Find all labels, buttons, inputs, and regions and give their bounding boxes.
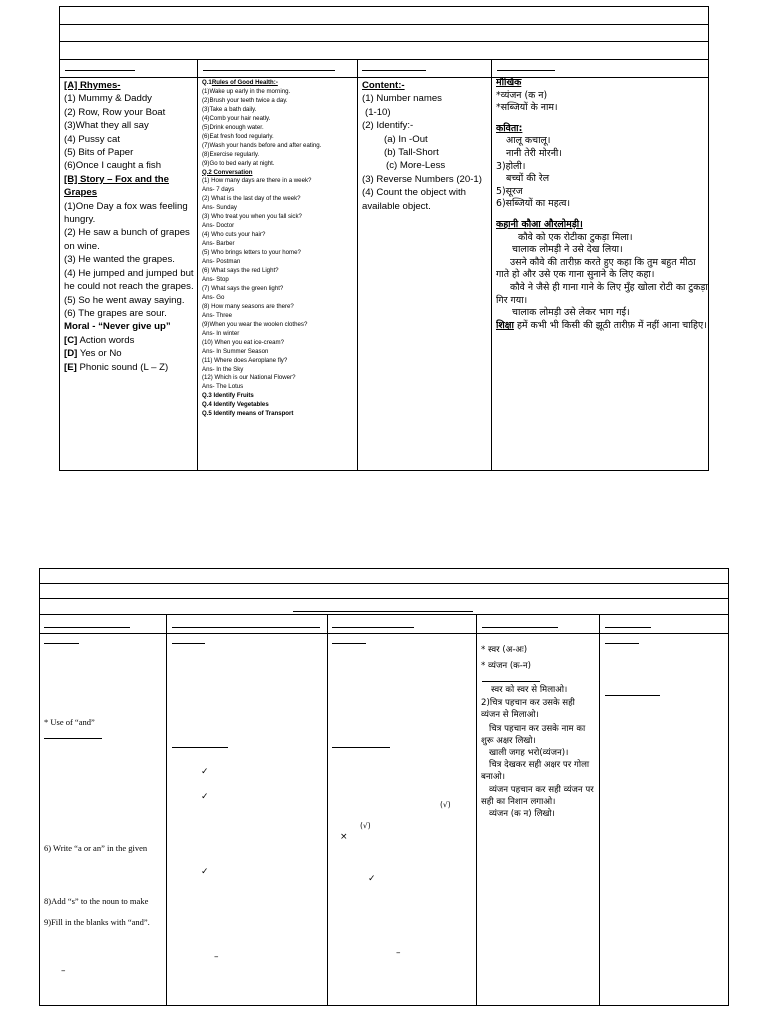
dash-mark: – [61,966,66,976]
blank-line [605,643,639,644]
list-item: (a) In -Out [384,133,428,145]
moral-label: शिक्षा [496,319,514,331]
health-column [202,79,356,469]
list-item: 5)सूरज [496,185,523,197]
blank-line [362,70,426,71]
blank-line [44,627,130,628]
list-item: बच्चों की रेल [506,173,550,185]
list-item: 6)सब्जियों का महत्व। [496,198,570,210]
tick-mark: (√) [440,800,451,809]
blank-line [65,70,135,71]
table-row-divider [59,24,709,25]
item-label: [D] [64,348,78,360]
list-item: (1)Wake up early in the morning. [202,87,291,95]
list-item: (6)Eat fresh food regularly. [202,132,274,140]
list-item: (c) More-Less [386,160,446,172]
check-mark: ✓ [368,874,376,884]
list-item: (1)One Day a fox was feeling hungry. [64,200,188,226]
question-title: Rules of Good Health:- [211,79,278,86]
list-item: (10) When you eat ice-cream? [202,338,284,346]
list-item: Ans- The Lotus [202,383,244,391]
list-item: *सब्जियों के नाम। [496,102,558,114]
story-moral: Moral - “Never give up” [64,321,171,333]
table-row-divider [39,583,729,584]
list-item [64,334,195,347]
list-item [64,347,195,360]
list-item: Ans- In the Sky [202,365,244,373]
q2-heading: Q.2 Conversation [202,168,253,176]
rhymes-column [64,79,195,469]
content-heading: Content:- [362,80,405,91]
table-row-divider [39,633,729,634]
table-column-divider [599,614,600,1006]
list-item: (3) Who treat you when you fall sick? [202,213,302,221]
check-mark: ✓ [201,867,209,877]
q3-heading: Q.3 Identify Fruits [202,392,254,400]
list-item: Ans- Doctor [202,222,235,230]
list-item: (9)Go to bed early at night. [202,159,275,167]
blank-line [172,627,320,628]
list-item: Ans- In Summer Season [202,347,269,355]
blank-line [332,643,366,644]
list-item: Ans- Stop [202,275,229,283]
table-column-divider [476,614,477,1006]
table-column-divider [491,59,492,471]
q4-heading: Q.4 Identify Vegetables [202,401,269,409]
list-item: (1) Number names [362,93,442,105]
story-heading: कहानी कौआ औरलोमड़ी। [496,218,583,230]
blank-line [497,70,555,71]
hindi-exercise: चित्र पहचान कर उसके नाम का शुरू अक्षर लिखो। [481,724,586,746]
dash-mark: – [396,948,401,958]
list-item: (5) Bits of Paper [64,147,134,159]
list-item: (11) Where does Aeroplane fly? [202,356,288,364]
list-item: (2) He saw a bunch of grapes on wine. [64,227,190,252]
list-item: (1) How many days are there in a week? [202,177,312,185]
list-item: (2) Identify:- [362,120,414,132]
list-item: (3) He wanted the grapes. [64,254,175,266]
blank-line [44,738,102,739]
maths-column [362,79,490,469]
list-item: कौवे ने जैसे ही गाना गाने के लिए मुँह खोला रोटी का टुकड़ा गिर गया। [496,281,708,306]
list-item: (8)Exercise regularly. [202,150,260,158]
blank-line [482,681,540,682]
list-item [64,361,195,374]
list-item: (1) Mummy & Daddy [64,93,152,105]
list-item: Ans- Three [202,311,233,319]
list-item: Ans- Sunday [202,204,237,212]
tick-mark: (√) [360,821,371,830]
item-text: Action words [77,334,135,346]
list-item: (9)When you wear the woolen clothes? [202,320,308,328]
list-item: 3)होली। [496,160,526,172]
list-item: (6) The grapes are sour. [64,307,167,319]
list-item: (8) How many seasons are there? [202,302,294,310]
item-text: Phonic sound (L – Z) [76,361,169,373]
list-item: (2) What is the last day of the week? [202,195,301,203]
list-item: (3)What they all say [64,120,149,132]
list-item: नानी तेरी मोरनी। [506,147,562,159]
blank-line [172,643,205,644]
list-item: (2) Row, Row your Boat [64,106,166,118]
hindi-exercise: खाली जगह भरो(व्यंजन)। [489,748,569,758]
table-row-divider [39,598,729,599]
blank-line [605,695,660,696]
table-column-divider [197,59,198,471]
story-heading: [B] Story – Fox and the Grapes [64,173,170,199]
table-row-divider [59,41,709,42]
list-item: (4) Pussy cat [64,133,120,145]
english-exercise: 9)Fill in the blanks with “and”. [44,917,150,927]
list-item: चालाक लोमड़ी ने उसे देख लिया। [512,244,623,256]
list-item: आलू कचालू। [506,135,551,147]
check-mark: ✓ [201,767,209,777]
list-item: (5)Drink enough water. [202,123,264,131]
hindi-exercise: व्यंजन पहचान कर सही व्यंजन पर सही का निशान लगाओ। [481,785,594,807]
blank-line [332,747,390,748]
hindi-exercise: चित्र देखकर सही अक्षर पर गोला बनाओ। [481,760,590,782]
cross-mark: × [340,832,348,842]
english-exercise: 6) Write “a or an” in the given [44,843,148,853]
item-label: [C] [64,334,78,346]
table-row-divider [39,614,729,615]
blank-line [482,627,558,628]
list-item: (12) Which is our National Flower? [202,374,296,382]
blank-line [203,70,335,71]
hindi-topic: * व्यंजन (क-न) [481,661,532,671]
blank-line [44,643,79,644]
question-number: Q.1 [202,79,212,86]
table-row-divider [59,59,709,60]
hindi-exercise: स्वर को स्वर से मिलाओ। [491,685,568,695]
item-label: [E] [64,361,77,373]
english-topic: * Use of “and” [44,717,95,727]
blank-line [172,747,228,748]
table-column-divider [166,614,167,1006]
list-item: (5) Who brings letters to your home? [202,249,301,257]
list-item: Ans- 7 days [202,186,235,194]
list-item: (7)Wash your hands before and after eating. [202,141,322,149]
blank-line [293,611,473,612]
check-mark: ✓ [201,792,209,802]
list-item: (3) Reverse Numbers (20-1) [362,173,482,185]
hindi-exercise: व्यंजन (क न) लिखो। [489,809,555,819]
list-item: Ans- In winter [202,329,240,337]
blank-line [605,627,651,628]
list-item: (7) What says the green light? [202,284,284,292]
list-item: उसने कौवे की तारीफ़ करते हुए कहा कि तुम बहुत मीठा गाते हो और उसे एक गाना सुनाने के लिए कहा। [496,256,696,281]
blank-line [332,627,414,628]
hindi-exercise: 2)चित्र पहचान कर उसके सही व्यंजन से मिलाओ। [481,698,575,720]
english-exercise: 8)Add “s” to the noun to make [44,896,149,906]
poem-heading: कविता: [496,122,523,134]
list-item: (4) Count the object with available object. [362,187,466,212]
story-moral [496,320,708,333]
list-item: (4) He jumped and jumped but he could not reach the grapes. [64,267,194,293]
list-item: (4)Comb your hair neatly. [202,114,271,122]
list-item: कौवे को एक रोटीका टुकड़ा मिला। [518,231,633,243]
list-item: (3)Take a bath daily. [202,105,257,113]
list-item: (4) Who cuts your hair? [202,231,266,239]
dash-mark: – [214,952,219,962]
q5-heading: Q.5 Identify means of Transport [202,410,294,418]
table-column-divider [357,59,358,471]
list-item: Ans- Barber [202,240,235,248]
list-item: (6)Once I caught a fish [64,160,162,172]
table-column-divider [327,614,328,1006]
list-item: चालाक लोमड़ी उसे लेकर भाग गई। [512,307,630,319]
list-item: Ans- Go [202,293,225,301]
list-item: (b) Tall-Short [384,147,439,159]
list-item: (5) So he went away saying. [64,294,185,306]
q1-heading [202,79,356,88]
oral-heading: मौखिक [496,77,522,88]
list-item: (1-10) [365,106,391,118]
hindi-topic: * स्वर (अ-अः) [481,645,528,655]
moral-text: हमें कभी भी किसी की झूठी तारीफ़ में नहीं आना चाहिए। [513,319,707,331]
hindi-column [496,77,708,469]
list-item: (6) What says the red Light? [202,267,279,275]
list-item: Ans- Postman [202,258,241,266]
list-item: (2)Brush your teeth twice a day. [202,96,288,104]
list-item: *व्यंजन (क न) [496,89,548,101]
item-text: Yes or No [77,348,122,360]
rhymes-heading: [A] Rhymes- [64,80,121,91]
